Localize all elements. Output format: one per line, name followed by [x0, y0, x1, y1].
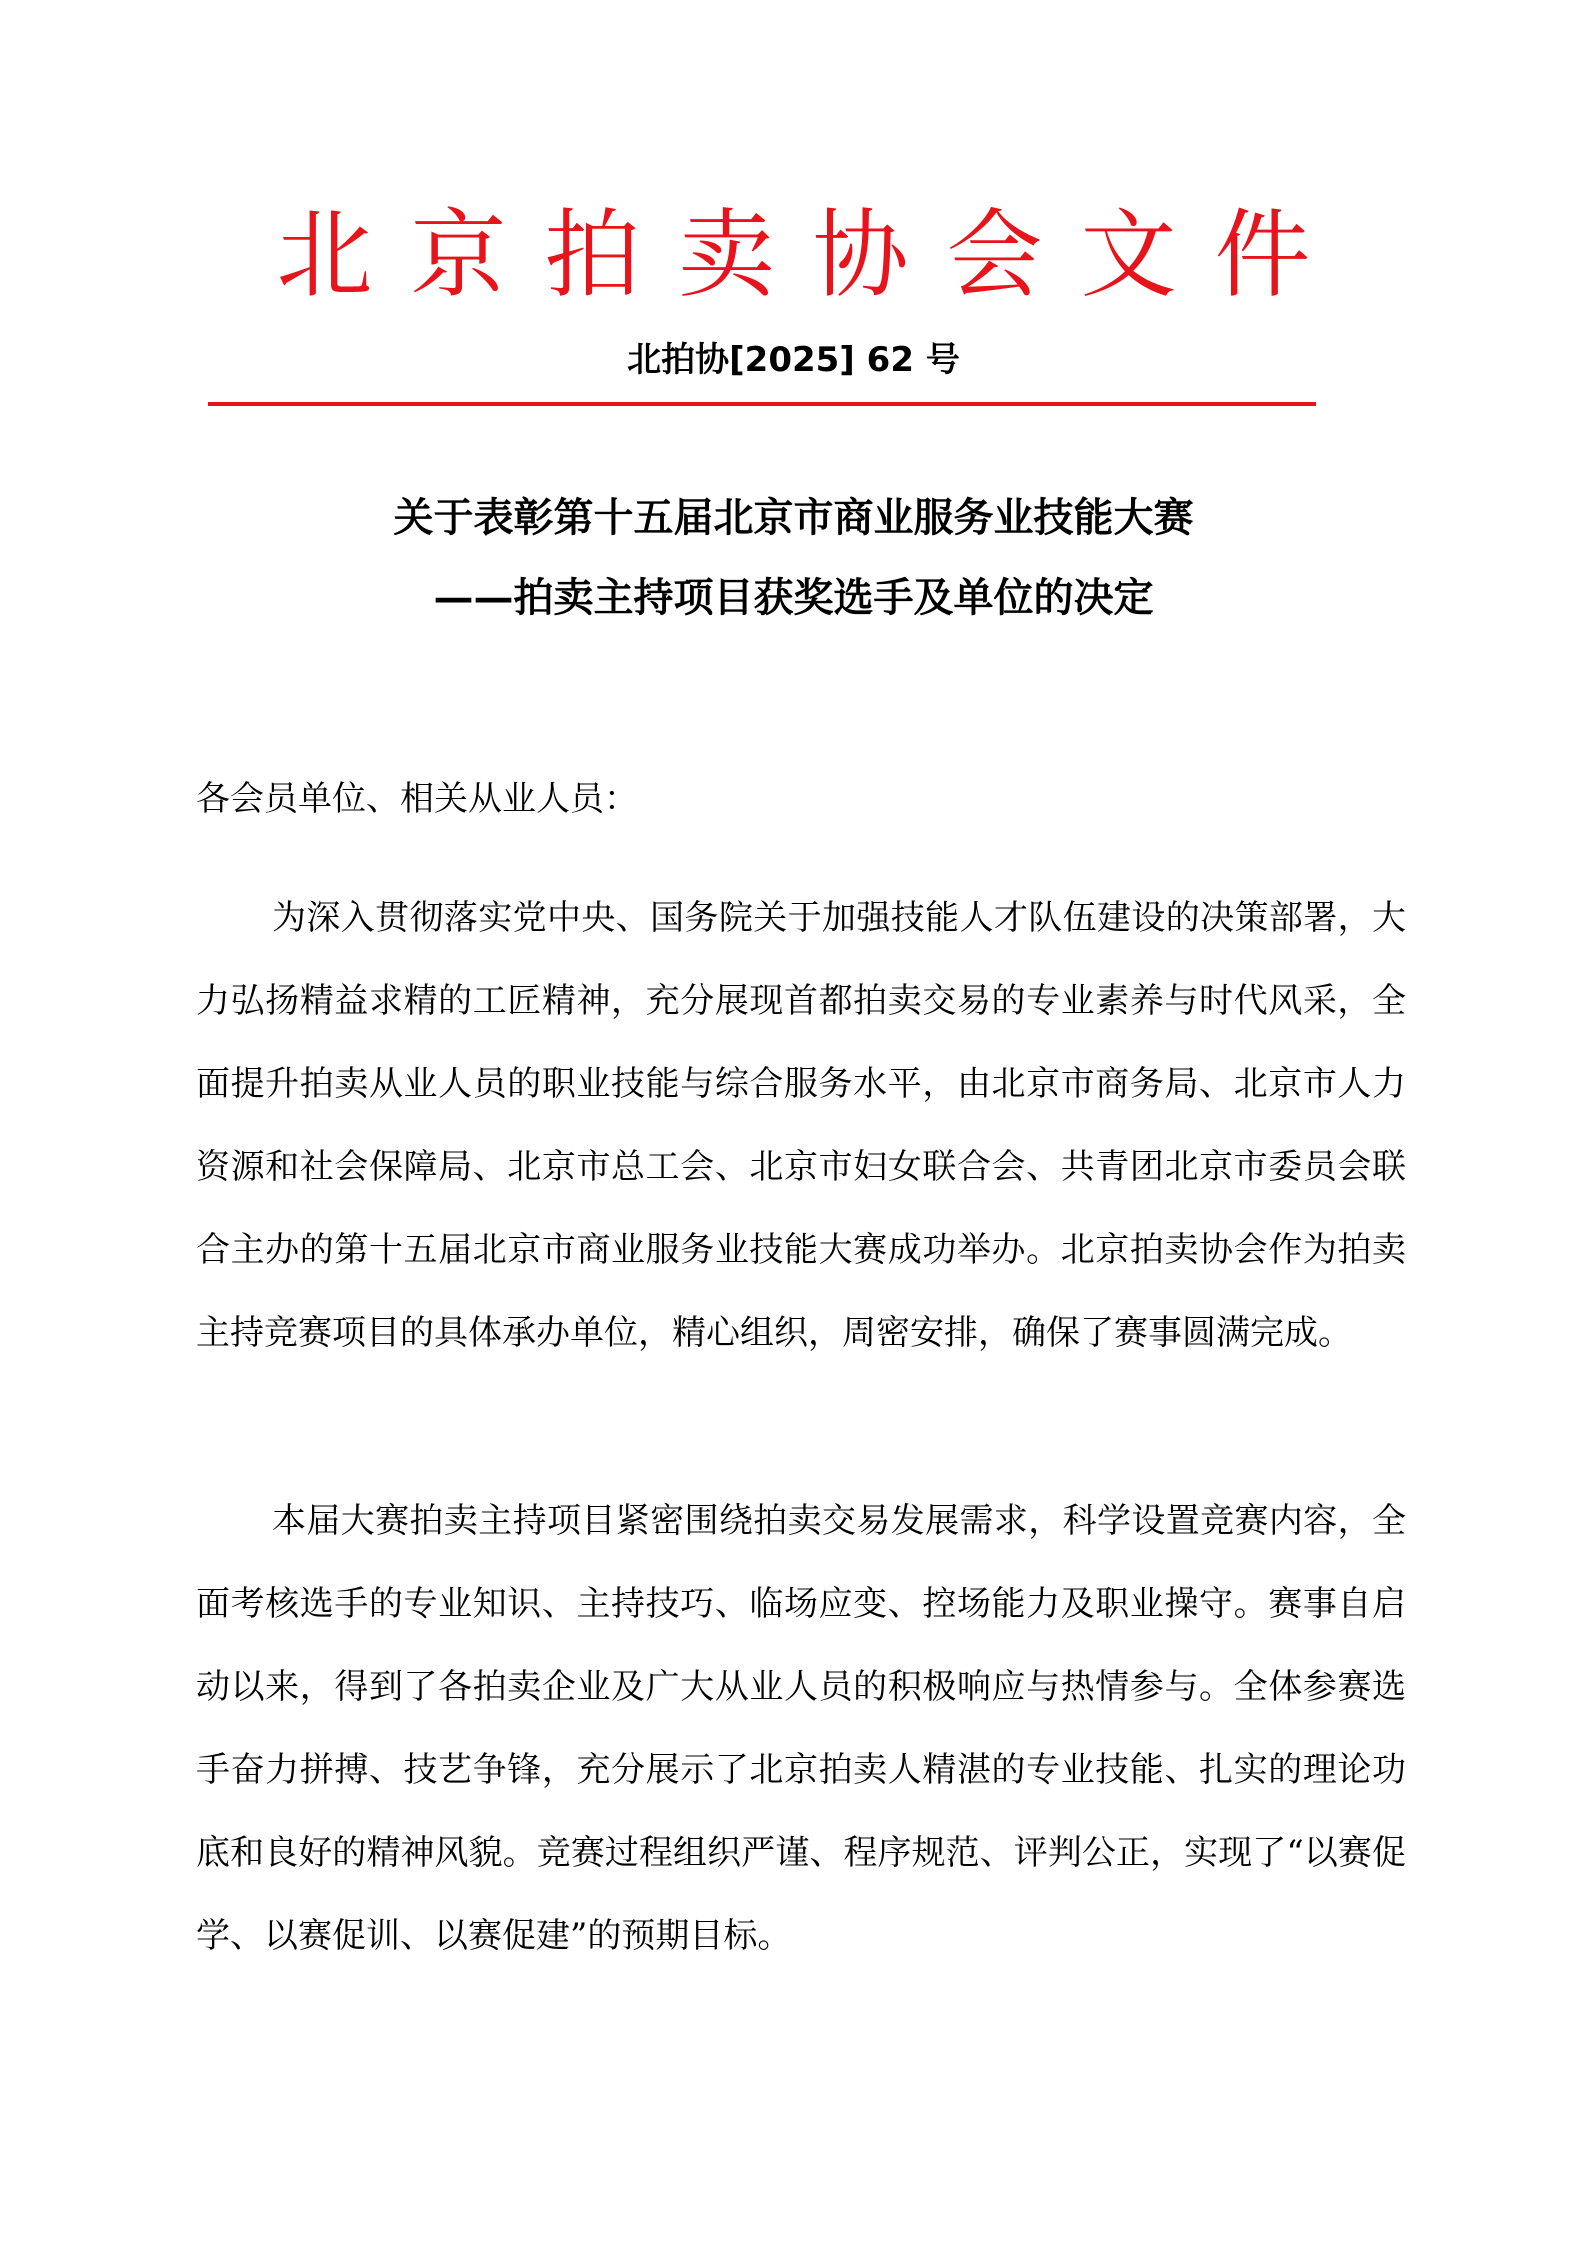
header-red-rule — [208, 402, 1316, 406]
body-paragraph: 本届大赛拍卖主持项目紧密围绕拍卖交易发展需求，科学设置竞赛内容，全面考核选手的专业知识、主持技巧、临场应变、控场能力及职业操守。赛事自启动以来，得到了各拍卖企业及广大从业人员的积极响应与热情参与。全体参赛选手奋力拼搏、技艺争锋，充分展示了北京拍卖人精湛的专业技能、扎实的理论功底和良好的精神风貌。竞赛过程组织严谨、程序规范、评判公正，实现了“以赛促学、以赛促训、以赛促建”的预期目标。 — [196, 1501, 1406, 1956]
document-title-line-2: ——拍卖主持项目获奖选手及单位的决定 — [433, 574, 1154, 621]
salutation: 各会员单位、相关从业人员： — [196, 779, 638, 819]
body-paragraph: 为深入贯彻落实党中央、国务院关于加强技能人才队伍建设的决策部署，大力弘扬精益求精的工匠精神，充分展现首都拍卖交易的专业素养与时代风采，全面提升拍卖从业人员的职业技能与综合服务水平，由北京市商务局、北京市人力资源和社会保障局、北京市总工会、北京市妇女联合会、共青团北京市委员会联合主办的第十五届北京市商业服务业技能大赛成功举办。北京拍卖协会作为拍卖主持竞赛项目的具体承办单位，精心组织，周密安排，确保了赛事圆满完成。 — [196, 898, 1406, 1353]
document-number: 北拍协[2025] 62 号 — [627, 340, 960, 380]
document-title-line-1: 关于表彰第十五届北京市商业服务业技能大赛 — [393, 494, 1194, 541]
organization-header: 北京拍卖协会文件 — [276, 199, 1349, 311]
